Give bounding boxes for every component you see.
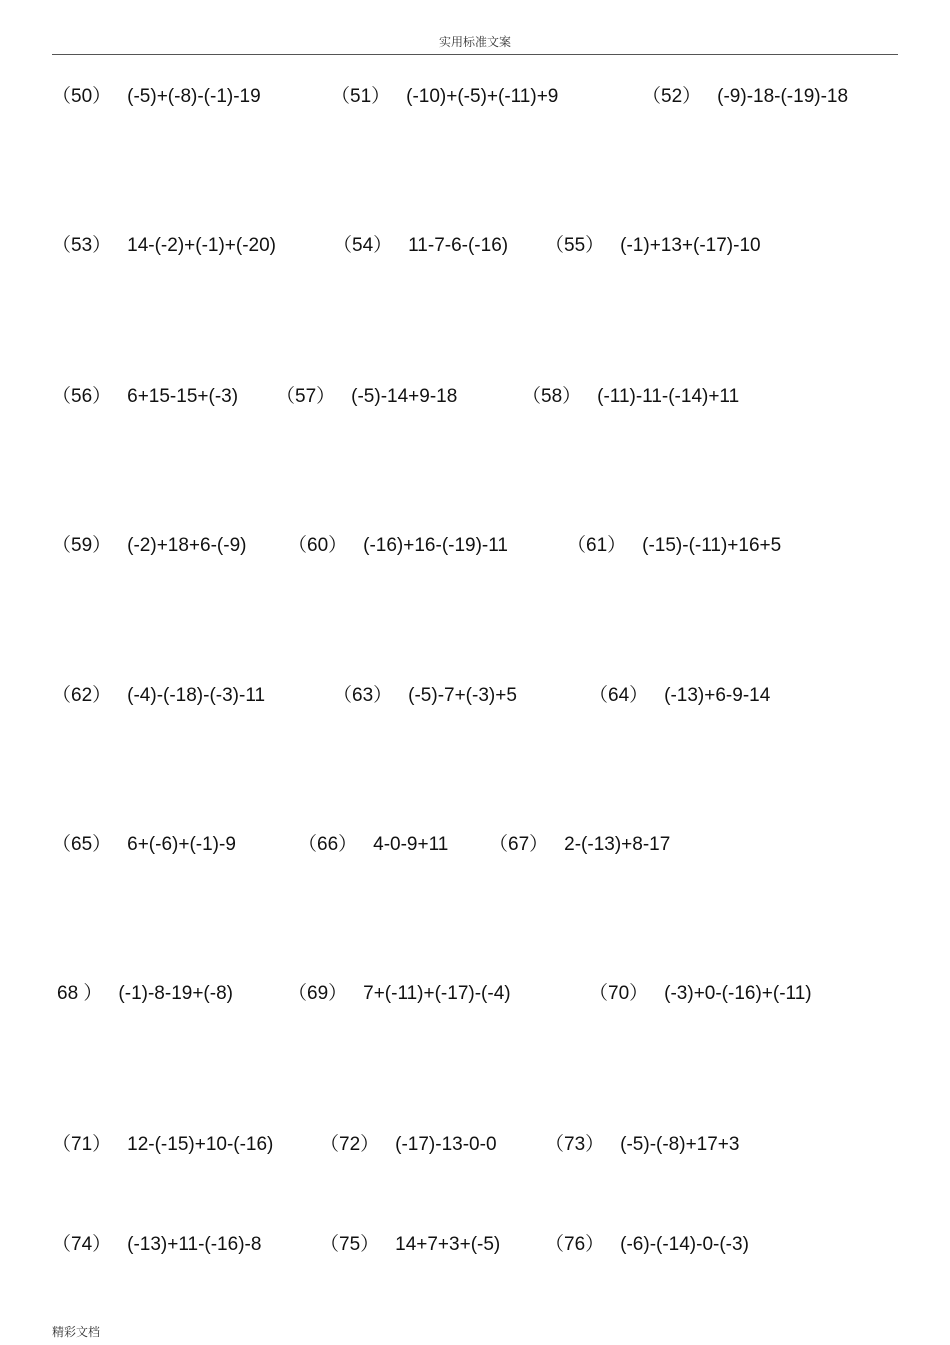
- problem-number: （60）: [288, 535, 348, 556]
- problem-number: （63）: [333, 685, 393, 706]
- problem-61: [567, 534, 781, 558]
- problem-number: （61）: [567, 535, 627, 556]
- problem-56: [52, 385, 238, 409]
- problem-expression: (-3)+0-(-16)+(-11): [664, 983, 812, 1004]
- problem-expression: (-15)-(-11)+16+5: [642, 535, 782, 556]
- problem-number: （53）: [52, 235, 112, 256]
- problem-51: [331, 85, 558, 109]
- problem-number: （50）: [52, 86, 112, 107]
- problem-expression: (-2)+18+6-(-9): [127, 535, 247, 556]
- header-divider: [52, 54, 898, 55]
- problem-66: [298, 833, 448, 857]
- problem-expression: 7+(-11)+(-17)-(-4): [363, 983, 511, 1004]
- problem-57: [276, 385, 457, 409]
- problem-62: [52, 684, 265, 708]
- problem-number: （54）: [333, 235, 393, 256]
- problem-expression: 14+7+3+(-5): [395, 1234, 501, 1255]
- problem-number: （51）: [331, 86, 391, 107]
- problem-number: （52）: [642, 86, 702, 107]
- problem-expression: 6+(-6)+(-1)-9: [127, 834, 236, 855]
- problem-number: （74）: [52, 1234, 112, 1255]
- problem-76: [545, 1233, 749, 1257]
- problem-75: [320, 1233, 500, 1257]
- problem-expression: (-9)-18-(-19)-18: [717, 86, 849, 107]
- problem-number: （55）: [545, 235, 605, 256]
- problem-number: （65）: [52, 834, 112, 855]
- problem-expression: (-17)-13-0-0: [395, 1134, 497, 1155]
- problem-number: （64）: [589, 685, 649, 706]
- problem-number: （73）: [545, 1134, 605, 1155]
- problem-expression: (-1)+13+(-17)-10: [620, 235, 761, 256]
- problem-expression: 11-7-6-(-16): [408, 235, 509, 256]
- problem-number: （57）: [276, 386, 336, 407]
- problem-number: （62）: [52, 685, 112, 706]
- problem-expression: (-16)+16-(-19)-11: [363, 535, 508, 556]
- problem-number: （69）: [288, 983, 348, 1004]
- problem-65: [52, 833, 236, 857]
- problem-expression: (-1)-8-19+(-8): [118, 983, 233, 1004]
- problem-number: （76）: [545, 1234, 605, 1255]
- problem-number: （56）: [52, 386, 112, 407]
- problem-68: [57, 982, 233, 1006]
- problem-55: [545, 234, 761, 258]
- problem-number: 68 ）: [57, 983, 103, 1004]
- problem-number: （67）: [489, 834, 549, 855]
- problem-54: [333, 234, 508, 258]
- problem-expression: (-11)-11-(-14)+11: [597, 386, 740, 407]
- problem-number: （66）: [298, 834, 358, 855]
- problem-expression: (-10)+(-5)+(-11)+9: [406, 86, 559, 107]
- page-footer: 精彩文档: [52, 1325, 101, 1339]
- problem-expression: (-6)-(-14)-0-(-3): [620, 1234, 749, 1255]
- problem-72: [320, 1133, 497, 1157]
- problem-71: [52, 1133, 273, 1157]
- problem-number: （58）: [522, 386, 582, 407]
- problem-58: [522, 385, 739, 409]
- problem-expression: 2-(-13)+8-17: [564, 834, 671, 855]
- problem-expression: 12-(-15)+10-(-16): [127, 1134, 274, 1155]
- problem-67: [489, 833, 670, 857]
- problem-73: [545, 1133, 739, 1157]
- problem-63: [333, 684, 517, 708]
- problem-number: （70）: [589, 983, 649, 1004]
- problem-number: （72）: [320, 1134, 380, 1155]
- problem-60: [288, 534, 508, 558]
- problem-expression: (-5)-7+(-3)+5: [408, 685, 517, 706]
- page-header: 实用标准文案: [438, 35, 511, 49]
- problem-expression: (-13)+11-(-16)-8: [127, 1234, 262, 1255]
- problem-69: [288, 982, 511, 1006]
- problem-59: [52, 534, 246, 558]
- problem-number: （75）: [320, 1234, 380, 1255]
- problem-64: [589, 684, 770, 708]
- problem-53: [52, 234, 276, 258]
- problem-expression: (-4)-(-18)-(-3)-11: [127, 685, 266, 706]
- problem-expression: 14-(-2)+(-1)+(-20): [127, 235, 277, 256]
- problem-expression: (-13)+6-9-14: [664, 685, 771, 706]
- problem-50: [52, 85, 261, 109]
- problem-expression: (-5)-(-8)+17+3: [620, 1134, 740, 1155]
- problem-expression: 4-0-9+11: [373, 834, 449, 855]
- problem-number: （71）: [52, 1134, 112, 1155]
- problem-expression: (-5)+(-8)-(-1)-19: [127, 86, 261, 107]
- problem-74: [52, 1233, 261, 1257]
- problem-52: [642, 85, 848, 109]
- problem-number: （59）: [52, 535, 112, 556]
- problem-70: [589, 982, 812, 1006]
- problem-expression: (-5)-14+9-18: [351, 386, 458, 407]
- problem-expression: 6+15-15+(-3): [127, 386, 239, 407]
